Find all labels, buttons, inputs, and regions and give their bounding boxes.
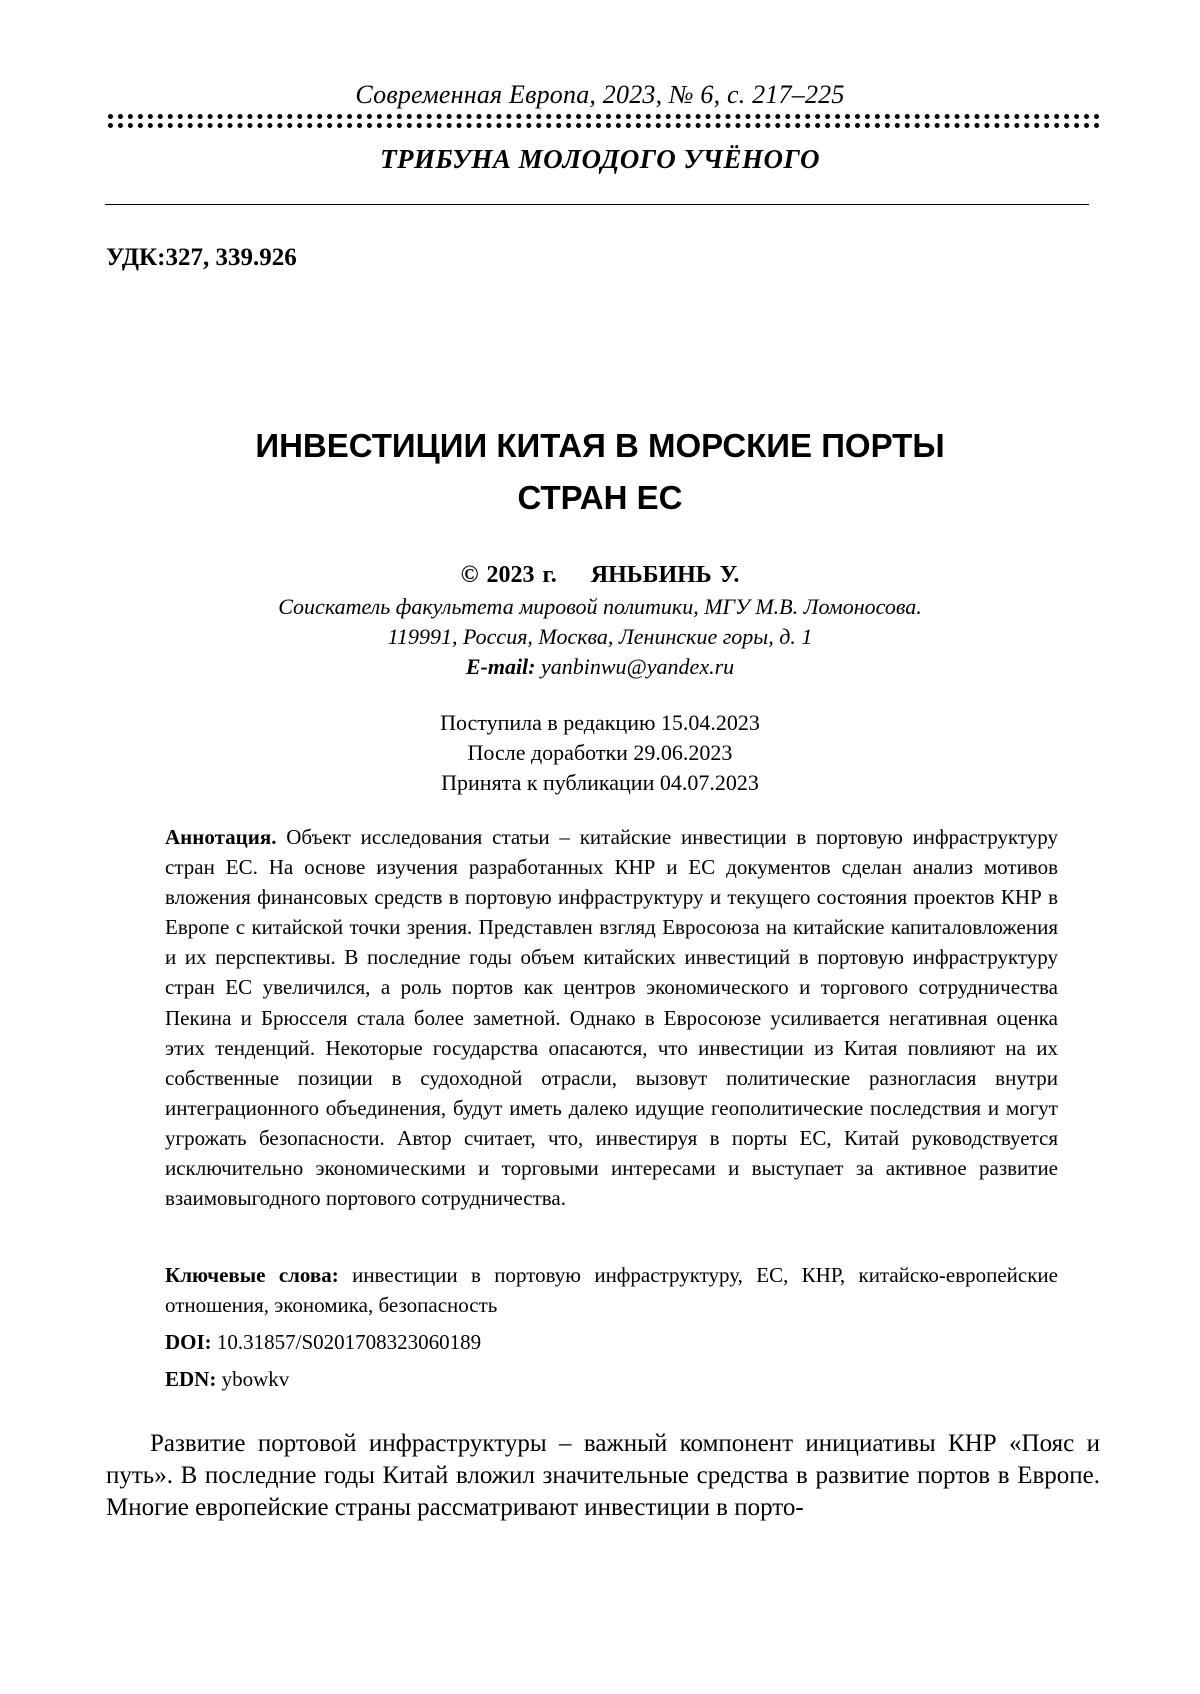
- article-title-line-2: СТРАН ЕС: [517, 479, 683, 516]
- date-revised: После доработки 29.06.2023: [467, 740, 733, 765]
- abstract: [165, 822, 1058, 1213]
- doi-label: DOI:: [165, 1330, 212, 1355]
- affiliation-line-2: 119991, Россия, Москва, Ленинские горы, д. 1: [387, 624, 813, 649]
- author-affiliation: [0, 592, 1200, 682]
- email-address[interactable]: yanbinwu@yandex.ru: [541, 654, 735, 679]
- submission-dates: [0, 708, 1200, 798]
- author-line: [0, 562, 1200, 589]
- email-label: E-mail:: [465, 654, 536, 679]
- article-title: [0, 420, 1200, 524]
- body-text: [106, 1428, 1100, 1524]
- edn-value: ybowkv: [221, 1367, 290, 1392]
- article-title-line-1: ИНВЕСТИЦИИ КИТАЯ В МОРСКИЕ ПОРТЫ: [255, 427, 945, 464]
- date-accepted: Принята к публикации 04.07.2023: [441, 770, 759, 795]
- doi-value[interactable]: 10.31857/S0201708323060189: [216, 1330, 482, 1355]
- udk-code: УДК:327, 339.926: [106, 244, 297, 271]
- section-title: ТРИБУНА МОЛОДОГО УЧЁНОГО: [380, 144, 820, 174]
- keywords-text: инвестиции в портовую инфраструктуру, ЕС, КНР, китайско-европейские отношения, экономика, безопасность: [165, 1263, 1058, 1318]
- abstract-label: Аннотация.: [165, 825, 277, 849]
- journal-running-head: Современная Европа, 2023, № 6, с. 217–225: [355, 80, 845, 109]
- author-name: ЯНЬБИНЬ У.: [590, 562, 740, 588]
- keywords: [165, 1260, 1058, 1320]
- edn: [165, 1364, 1058, 1394]
- date-received: Поступила в редакцию 15.04.2023: [440, 710, 760, 735]
- double-divider: [108, 114, 1100, 128]
- article-metadata: [165, 1260, 1058, 1401]
- affiliation-line-1: Соискатель факультета мировой политики, МГУ М.В. Ломоносова.: [278, 594, 922, 619]
- copyright-year: © 2023 г.: [460, 562, 557, 588]
- keywords-label: Ключевые слова:: [165, 1263, 339, 1287]
- header-divider: [105, 204, 1089, 205]
- doi: [165, 1327, 1058, 1357]
- email-line: [0, 652, 1200, 682]
- body-paragraph-1: Развитие портовой инфраструктуры – важный компонент инициативы КНР «Пояс и путь». В последние годы Китай вложил значительные средства в развитие портов в Европе. Многие европейские страны рассматривают инвестиции в порто-: [106, 1430, 1100, 1521]
- abstract-text: Объект исследования статьи – китайские инвестиции в портовую инфраструктуру стран ЕС. На основе изучения разработанных КНР и ЕС документов сделан анализ мотивов вложения финансовых средств в портовую инфраструктуру и текущего состояния проектов КНР в Европе с китайской точки зрения. Представлен взгляд Евросоюза на китайские капиталовложения и их перспективы. В последние годы объем китайских инвестиций в портовую инфраструктуру стран ЕС увеличился, а роль портов как центров экономического и торгового сотрудничества Пекина и Брюсселя стала более заметной. Однако в Евросоюзе усиливается негативная оценка этих тенденций. Некоторые государства опасаются, что инвестиции из Китая повлияют на их собственные позиции в судоходной отрасли, вызовут политические разногласия внутри интеграционного объединения, будут иметь далеко идущие геополитические последствия и могут угрожать безопасности. Автор считает, что, инвестируя в порты ЕС, Китай руководствуется исключительно экономическими и торговыми интересами и выступает за активное развитие взаимовыгодного портового сотрудничества.: [165, 825, 1058, 1211]
- edn-label: EDN:: [165, 1367, 217, 1392]
